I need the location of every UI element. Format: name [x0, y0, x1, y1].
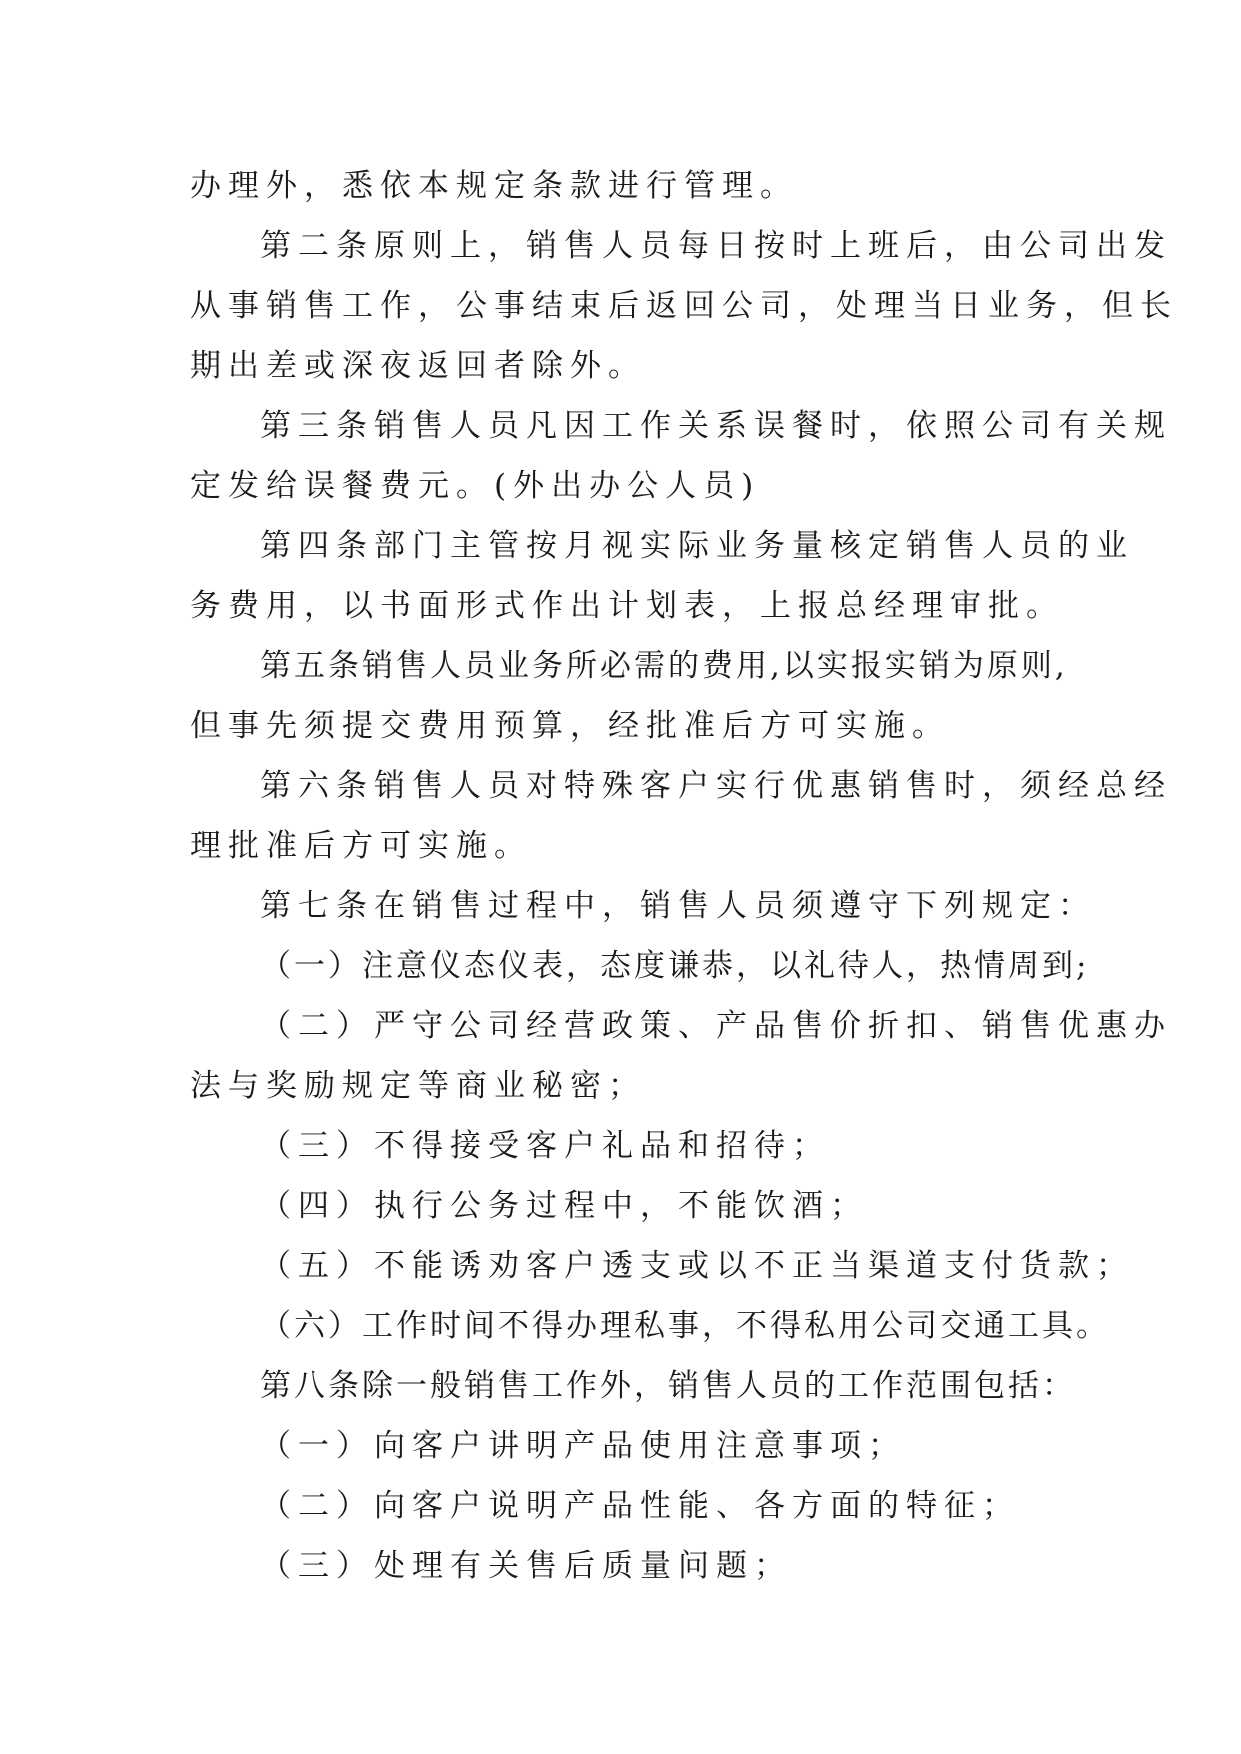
list-item-line: （一）注意仪态仪表，态度谦恭，以礼待人，热情周到; — [260, 948, 1090, 984]
paragraph-line: 期出差或深夜返回者除外。 — [190, 348, 646, 384]
paragraph-line: 务费用，以书面形式作出计划表，上报总经理审批。 — [190, 588, 1064, 624]
list-item-line: （一）向客户讲明产品使用注意事项； — [260, 1428, 906, 1464]
paragraph-line: 办理外，悉依本规定条款进行管理。 — [190, 168, 798, 204]
article-4-line: 第四条部门主管按月视实际业务量核定销售人员的业 — [260, 528, 1134, 564]
list-item-line: （二）严守公司经营政策、产品售价折扣、销售优惠办 — [260, 1008, 1172, 1044]
article-8-line: 第八条除一般销售工作外，销售人员的工作范围包括： — [260, 1368, 1076, 1404]
list-item-line: （六）工作时间不得办理私事，不得私用公司交通工具。 — [260, 1308, 1110, 1344]
article-3-line: 第三条销售人员凡因工作关系误餐时，依照公司有关规 — [260, 408, 1172, 444]
paragraph-line: 法与奖励规定等商业秘密； — [190, 1068, 646, 1104]
paragraph-line: 从事销售工作，公事结束后返回公司，处理当日业务，但长 — [190, 288, 1178, 324]
article-6-line: 第六条销售人员对特殊客户实行优惠销售时，须经总经 — [260, 768, 1172, 804]
article-7-line: 第七条在销售过程中，销售人员须遵守下列规定： — [260, 888, 1096, 924]
article-2-line: 第二条原则上，销售人员每日按时上班后，由公司出发 — [260, 228, 1172, 264]
document-body — [190, 156, 1178, 1596]
list-item-line: （五）不能诱劝客户透支或以不正当渠道支付货款； — [260, 1248, 1134, 1284]
paragraph-line: 定发给误餐费元。(外出办公人员) — [190, 468, 761, 504]
list-item-line: （三）不得接受客户礼品和招待； — [260, 1128, 830, 1164]
list-item-line: （二）向客户说明产品性能、各方面的特征； — [260, 1488, 1020, 1524]
list-item-line: （四）执行公务过程中，不能饮酒； — [260, 1188, 868, 1224]
article-5-line: 第五条销售人员业务所必需的费用,以实报实销为原则, — [260, 648, 1068, 684]
list-item-line: （三）处理有关售后质量问题； — [260, 1548, 792, 1584]
paragraph-line: 但事先须提交费用预算，经批准后方可实施。 — [190, 708, 950, 744]
paragraph-line: 理批准后方可实施。 — [190, 828, 532, 864]
